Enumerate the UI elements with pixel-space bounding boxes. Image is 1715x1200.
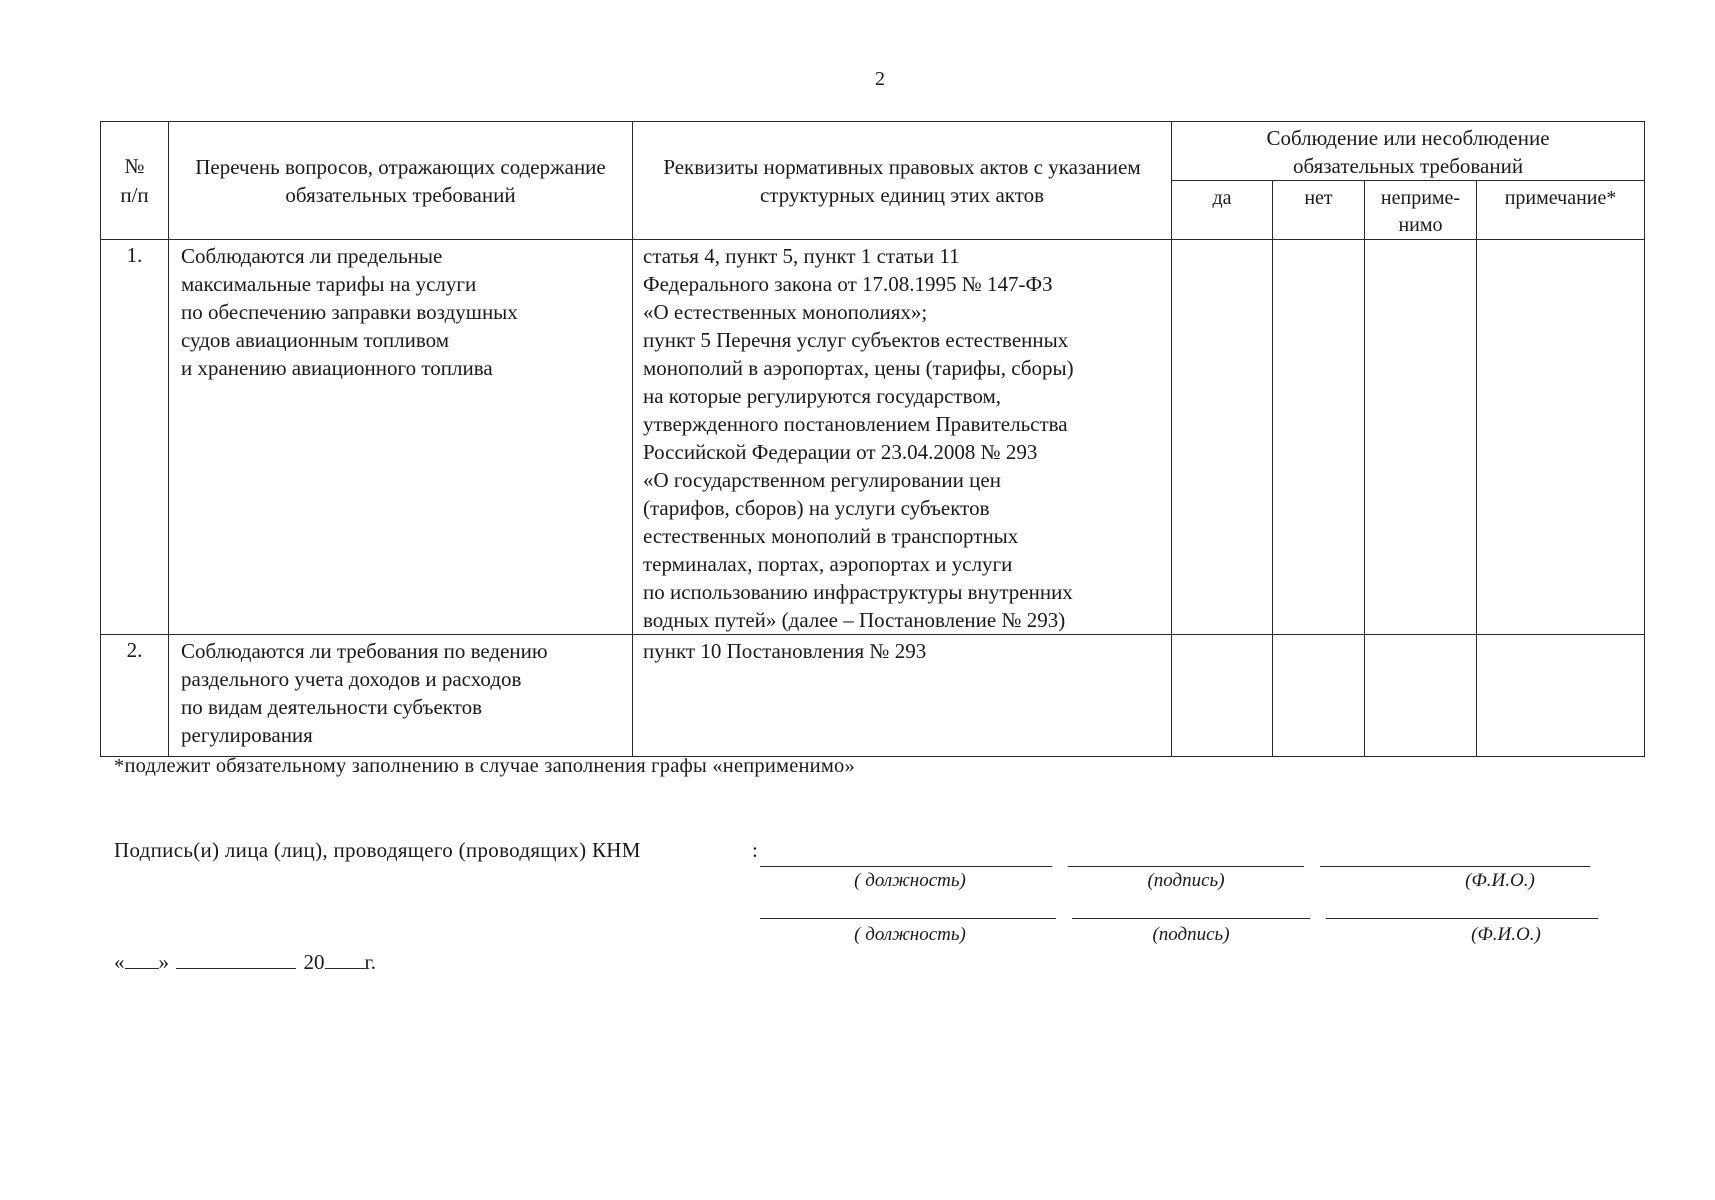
signature-caption: (подпись)	[1147, 870, 1225, 891]
signature-label: Подпись(и) лица (лиц), проводящего (проводящих) КНМ	[114, 838, 641, 862]
name-caption: (Ф.И.О.)	[1465, 870, 1535, 891]
footnote: *подлежит обязательному заполнению в случае заполнения графы «неприменимо»	[114, 755, 855, 777]
row-not-applicable-cell[interactable]	[1365, 635, 1477, 757]
position-caption: ( должность)	[854, 924, 966, 945]
name-caption: (Ф.И.О.)	[1471, 924, 1541, 945]
row-note-cell[interactable]	[1477, 635, 1645, 757]
header-note: примечание*	[1477, 181, 1645, 240]
year-field[interactable]	[325, 950, 365, 969]
header-number	[101, 122, 169, 240]
position-field[interactable]	[760, 918, 1056, 919]
day-field[interactable]	[125, 950, 159, 969]
signature-caption: (подпись)	[1152, 924, 1230, 945]
row-question: Соблюдаются ли требования по ведению раздельного учета доходов и расходов по видам деятельности субъектов регулирования	[169, 635, 633, 757]
signature-colon: :	[752, 838, 758, 862]
header-number-pp: п/п	[120, 182, 149, 207]
date-line	[114, 950, 376, 975]
month-field[interactable]	[176, 950, 296, 969]
header-compliance: Соблюдение или несоблюдение обязательных требований	[1172, 122, 1645, 181]
row-yes-cell[interactable]	[1172, 635, 1273, 757]
row-no-cell[interactable]	[1273, 240, 1365, 635]
page-number: 2	[875, 68, 885, 90]
table-row	[101, 240, 1645, 635]
name-field[interactable]	[1326, 918, 1598, 919]
row-no-cell[interactable]	[1273, 635, 1365, 757]
header-not-applicable: неприме-нимо	[1365, 181, 1477, 240]
position-field[interactable]	[760, 866, 1052, 867]
row-number: 1.	[101, 240, 169, 635]
position-caption: ( должность)	[854, 870, 966, 891]
header-number-sign: №	[124, 153, 145, 178]
requirements-table	[100, 121, 1645, 757]
row-yes-cell[interactable]	[1172, 240, 1273, 635]
header-questions: Перечень вопросов, отражающих содержание обязательных требований	[169, 122, 633, 240]
row-question: Соблюдаются ли предельные максимальные тарифы на услуги по обеспечению заправки воздушных судов авиационным топливом и хранению авиационного топлива	[169, 240, 633, 635]
header-yes: да	[1172, 181, 1273, 240]
year-suffix: г.	[364, 950, 376, 974]
year-prefix: 20	[303, 950, 325, 974]
signature-field[interactable]	[1068, 866, 1304, 867]
row-acts: статья 4, пункт 5, пункт 1 статьи 11 Федерального закона от 17.08.1995 № 147-ФЗ «О естественных монополиях»; пункт 5 Перечня услуг субъектов естественных монополий в аэропортах, цены (тарифы, сборы) на которые регулируются государством, утвержденного постановлением Правительства Российской Федерации от 23.04.2008 № 293 «О государственном регулировании цен (тарифов, сборов) на услуги субъектов естественных монополий в транспортных терминалах, портах, аэропортах и услуги по использованию инфраструктуры внутренних водных путей» (далее – Постановление № 293)	[633, 240, 1172, 635]
row-acts: пункт 10 Постановления № 293	[633, 635, 1172, 757]
row-not-applicable-cell[interactable]	[1365, 240, 1477, 635]
header-no: нет	[1273, 181, 1365, 240]
header-acts: Реквизиты нормативных правовых актов с указанием структурных единиц этих актов	[633, 122, 1172, 240]
table-row	[101, 635, 1645, 757]
date-close-quote: »	[158, 950, 169, 974]
signature-field[interactable]	[1072, 918, 1310, 919]
name-field[interactable]	[1320, 866, 1590, 867]
date-open-quote: «	[114, 950, 125, 974]
row-number: 2.	[101, 635, 169, 757]
row-note-cell[interactable]	[1477, 240, 1645, 635]
